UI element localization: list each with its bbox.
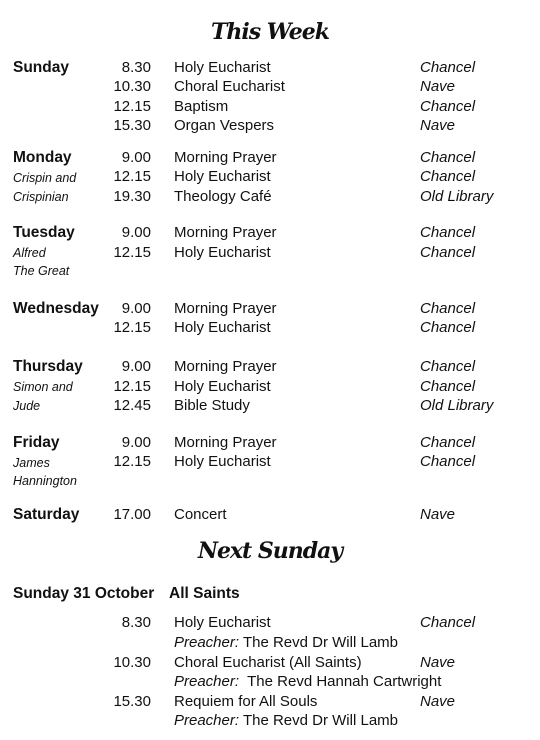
service-location: Chancel: [420, 98, 476, 115]
service-time: 15.30: [113, 693, 151, 710]
saint-name: Hannington: [13, 474, 77, 488]
service-time: 9.00: [121, 224, 151, 241]
service-name: Choral Eucharist (All Saints): [174, 654, 362, 671]
service-time: 10.30: [113, 78, 151, 95]
service-time: 9.00: [121, 300, 151, 317]
service-location: Chancel: [420, 244, 476, 261]
next-sunday-heading: Next Sunday: [197, 538, 343, 564]
service-location: Old Library: [420, 397, 494, 414]
service-location: Chancel: [420, 224, 476, 241]
saint-name: Alfred: [13, 246, 46, 260]
preacher-line: [174, 672, 441, 691]
service-location: Chancel: [420, 149, 476, 166]
day-name: Saturday: [13, 506, 80, 523]
day-name: Friday: [13, 434, 60, 451]
service-location: Nave: [420, 117, 456, 134]
day-name: Wednesday: [13, 300, 99, 317]
service-location: Chancel: [420, 300, 476, 317]
service-time: 9.00: [121, 358, 151, 375]
service-time: 9.00: [121, 149, 151, 166]
service-time: 10.30: [113, 654, 151, 671]
service-location: Nave: [420, 78, 456, 95]
service-time: 8.30: [121, 614, 151, 631]
service-name: Morning Prayer: [174, 224, 277, 241]
service-time: 12.15: [113, 168, 151, 185]
preacher-name: The Revd Hannah Cartwright: [247, 673, 442, 690]
service-location: Chancel: [420, 378, 476, 395]
saint-name: Simon and: [13, 380, 73, 394]
service-time: 17.00: [113, 506, 151, 523]
day-name: Thursday: [13, 358, 83, 375]
service-name: Requiem for All Souls: [174, 693, 318, 710]
saint-name: James: [13, 456, 50, 470]
day-name: Sunday: [13, 59, 69, 76]
service-location: Nave: [420, 506, 456, 523]
preacher-label: Preacher:: [174, 634, 240, 651]
service-name: Holy Eucharist: [174, 453, 271, 470]
service-time: 12.45: [113, 397, 151, 414]
preacher-name: The Revd Dr Will Lamb: [242, 634, 398, 651]
service-location: Chancel: [420, 168, 476, 185]
saint-name: The Great: [13, 264, 70, 278]
preacher-label: Preacher:: [174, 712, 240, 729]
next-sunday-date: Sunday 31 October: [13, 585, 155, 602]
service-time: 9.00: [121, 434, 151, 451]
saint-name: Crispin and: [13, 171, 77, 185]
this-week-heading: This Week: [211, 19, 329, 45]
service-name: Morning Prayer: [174, 149, 277, 166]
service-location: Chancel: [420, 434, 476, 451]
service-location: Old Library: [420, 188, 494, 205]
service-name: Holy Eucharist: [174, 244, 271, 261]
service-name: Holy Eucharist: [174, 378, 271, 395]
service-name: Theology Café: [174, 188, 272, 205]
service-name: Holy Eucharist: [174, 59, 271, 76]
service-time: 12.15: [113, 453, 151, 470]
service-location: Chancel: [420, 358, 476, 375]
service-location: Chancel: [420, 59, 476, 76]
service-location: Chancel: [420, 319, 476, 336]
service-name: Baptism: [174, 98, 229, 115]
next-sunday-feast: All Saints: [169, 585, 240, 602]
service-name: Morning Prayer: [174, 358, 277, 375]
service-time: 12.15: [113, 98, 151, 115]
service-time: 8.30: [121, 59, 151, 76]
service-location: Nave: [420, 654, 456, 671]
service-time: 12.15: [113, 319, 151, 336]
service-name: Organ Vespers: [174, 117, 275, 134]
service-name: Morning Prayer: [174, 434, 277, 451]
service-name: Choral Eucharist: [174, 78, 285, 95]
preacher-name: The Revd Dr Will Lamb: [242, 712, 398, 729]
saint-name: Crispinian: [13, 190, 69, 204]
saint-name: Jude: [13, 399, 41, 413]
service-name: Holy Eucharist: [174, 614, 271, 631]
day-name: Tuesday: [13, 224, 75, 241]
service-name: Holy Eucharist: [174, 168, 271, 185]
service-name: Morning Prayer: [174, 300, 277, 317]
service-time: 15.30: [113, 117, 151, 134]
service-name: Concert: [174, 506, 227, 523]
service-location: Chancel: [420, 614, 476, 631]
day-name: Monday: [13, 149, 72, 166]
service-time: 12.15: [113, 244, 151, 261]
preacher-label: Preacher:: [174, 673, 240, 690]
service-location: Chancel: [420, 453, 476, 470]
preacher-line: [174, 633, 398, 652]
service-time: 19.30: [113, 188, 151, 205]
service-name: Bible Study: [174, 397, 250, 414]
service-time: 12.15: [113, 378, 151, 395]
service-name: Holy Eucharist: [174, 319, 271, 336]
service-location: Nave: [420, 693, 456, 710]
preacher-line: [174, 711, 398, 730]
